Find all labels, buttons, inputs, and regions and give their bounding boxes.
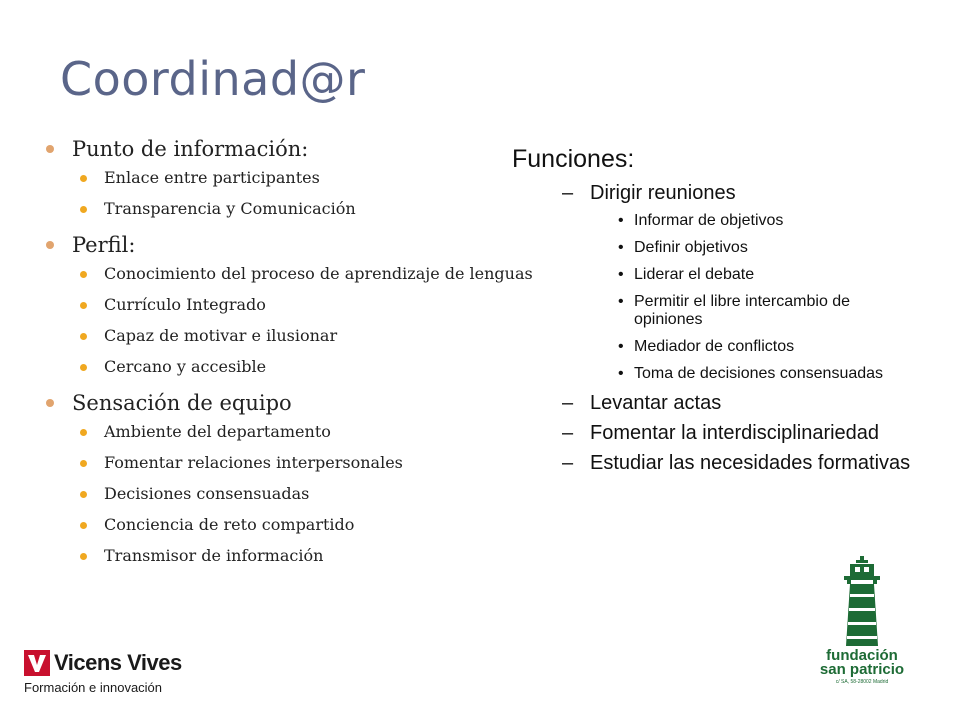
subitem-text: Permitir el libre intercambio de opiniones: [634, 293, 851, 328]
section-heading-text: Sensación de equipo: [72, 391, 292, 415]
bullet-icon: [80, 429, 87, 436]
section-heading: [46, 230, 546, 260]
functions-heading: Funciones:: [512, 145, 635, 173]
function-item: [512, 392, 912, 414]
bullet-icon: [80, 364, 87, 371]
function-item: [512, 422, 912, 444]
list-item: [46, 357, 546, 377]
dash-marker: –: [562, 452, 574, 474]
bullet-icon: [46, 399, 54, 407]
bullet-marker: •: [618, 338, 624, 355]
fundacion-logo: [812, 556, 912, 686]
list-item: [46, 515, 546, 535]
vicens-vives-name: Vicens Vives: [54, 650, 182, 675]
list-item: [46, 264, 546, 284]
list-item-text: Fomentar relaciones interpersonales: [104, 453, 403, 472]
left-column: [46, 132, 546, 577]
list-item-text: Ambiente del departamento: [104, 422, 331, 441]
slide-title: Coordinad@r: [60, 52, 366, 106]
subitem-text: Toma de decisiones consensuadas: [634, 365, 884, 382]
list-item-text: Conocimiento del proceso de aprendizaje de lenguas: [104, 264, 533, 283]
subitem-text: Definir objetivos: [634, 239, 748, 256]
dash-marker: –: [562, 182, 574, 204]
bullet-marker: •: [618, 266, 624, 283]
function-subitem: [512, 212, 912, 230]
section-heading: [46, 134, 546, 164]
dash-marker: –: [562, 392, 574, 414]
bullet-icon: [80, 175, 87, 182]
function-label: Fomentar la interdisciplinariedad: [590, 422, 880, 444]
list-item: [46, 546, 546, 566]
dash-marker: –: [562, 422, 574, 444]
function-subitem: [512, 239, 912, 257]
function-item: [512, 182, 912, 204]
section-list: [46, 168, 546, 219]
fundacion-line2: san patricio: [819, 661, 905, 678]
list-item-text: Enlace entre participantes: [104, 168, 320, 187]
list-item: [46, 199, 546, 219]
list-item-text: Transparencia y Comunicación: [104, 199, 356, 218]
function-item: [512, 452, 912, 474]
bullet-icon: [46, 145, 54, 153]
list-item: [46, 453, 546, 473]
bullet-icon: [80, 271, 87, 278]
list-item: [46, 295, 546, 315]
bullet-icon: [80, 460, 87, 467]
section-list: [46, 422, 546, 566]
section-list: [46, 264, 546, 377]
list-item-text: Transmisor de información: [104, 546, 324, 565]
subitem-text: Informar de objetivos: [634, 212, 784, 229]
bullet-icon: [80, 333, 87, 340]
list-item-text: Cercano y accesible: [104, 357, 267, 376]
list-item-text: Decisiones consensuadas: [104, 484, 310, 503]
bullet-icon: [46, 241, 54, 249]
list-item-text: Currículo Integrado: [104, 295, 266, 314]
list-item: [46, 422, 546, 442]
list-item: [46, 168, 546, 188]
function-label: Dirigir reuniones: [590, 182, 736, 204]
fundacion-line1: fundación: [826, 647, 898, 664]
bullet-icon: [80, 302, 87, 309]
list-item-text: Capaz de motivar e ilusionar: [104, 326, 338, 345]
fundacion-address: c/ SA, 58-28002 Madrid: [835, 679, 889, 685]
subitem-text: Mediador de conflictos: [634, 338, 795, 355]
bullet-icon: [80, 206, 87, 213]
bullet-marker: •: [618, 239, 624, 256]
function-label: Levantar actas: [590, 392, 722, 414]
lighthouse-icon: [834, 556, 890, 648]
bullet-icon: [80, 491, 87, 498]
right-column: [512, 142, 912, 482]
bullet-icon: [80, 522, 87, 529]
list-item: [46, 326, 546, 346]
function-subitem: [512, 338, 912, 356]
list-item-text: Conciencia de reto compartido: [104, 515, 355, 534]
function-label: Estudiar las necesidades formativas: [590, 452, 911, 474]
function-subitem: [512, 365, 912, 383]
bullet-marker: •: [618, 365, 624, 382]
list-item: [46, 484, 546, 504]
bullet-marker: •: [618, 293, 624, 310]
section-heading-text: Punto de información:: [72, 137, 309, 161]
vv-logo-icon: [24, 650, 50, 676]
bullet-icon: [80, 553, 87, 560]
function-subitem: [512, 293, 912, 329]
subitem-text: Liderar el debate: [634, 266, 755, 283]
section-heading: [46, 388, 546, 418]
section-heading-text: Perfil:: [72, 233, 136, 257]
bullet-marker: •: [618, 212, 624, 229]
vicens-vives-tagline: Formación e innovación: [24, 680, 163, 695]
function-subitem: [512, 266, 912, 284]
